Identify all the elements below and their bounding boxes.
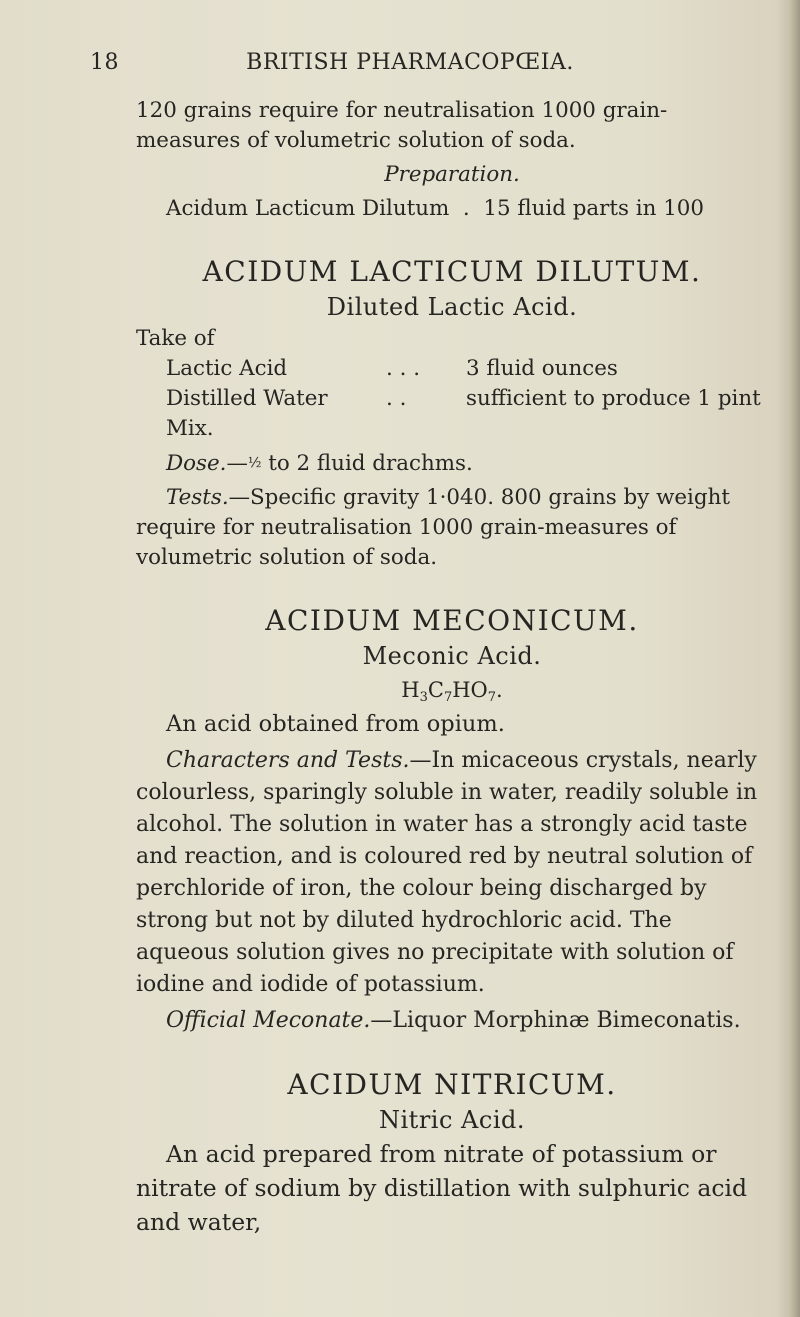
ingredient-amount: 3 fluid ounces [466, 356, 618, 381]
meconic-title: ACIDUM MECONICUM. [265, 604, 639, 637]
characters-label: Characters and Tests. [166, 748, 410, 773]
dose-line [136, 448, 768, 479]
formula-ho-sub: 7 [487, 690, 497, 705]
formula-ho: HO [452, 678, 488, 702]
tests-text: —Specific gravity 1·040. 800 grains by weight require for neutralisation 1000 grain-measures of volumetric solution of soda. [136, 485, 730, 570]
page-edge [790, 0, 800, 1317]
page-body [136, 96, 768, 1239]
nitric-subtitle: Nitric Acid. [379, 1106, 525, 1134]
characters-paragraph [136, 745, 768, 1001]
ingredient-row [136, 384, 768, 414]
official-text: —Liquor Morphinæ Bimeconatis. [370, 1008, 741, 1033]
preparation-heading: Preparation. [384, 162, 520, 187]
dose-dash: — [226, 451, 248, 476]
preparation-item [136, 194, 768, 224]
official-paragraph [136, 1005, 768, 1037]
formula-c: C [427, 678, 444, 702]
lactic-subtitle: Diluted Lactic Acid. [326, 293, 578, 321]
ingredient-name: Distilled Water [166, 386, 328, 411]
meconic-subtitle: Meconic Acid. [362, 642, 542, 670]
ingredient-dots: . . . [386, 356, 420, 381]
tests-paragraph [136, 483, 768, 573]
meconic-formula [136, 673, 768, 707]
lactic-title: ACIDUM LACTICUM DILUTUM. [202, 255, 702, 288]
preparation-item-name: Acidum Lacticum Dilutum [166, 196, 450, 221]
take-of: Take of [136, 326, 215, 351]
official-label: Official Meconate. [166, 1008, 371, 1033]
ingredient-amount: sufficient to produce 1 pint [466, 386, 761, 411]
dose-fraction: ½ [247, 455, 262, 471]
meconic-description: An acid obtained from opium. [166, 711, 505, 737]
ingredient-row [136, 354, 768, 384]
ingredient-dots: . . [386, 386, 407, 411]
page-number: 18 [90, 50, 119, 75]
formula-end: . [496, 678, 503, 702]
preparation-item-value: 15 fluid parts in 100 [483, 196, 705, 221]
tests-label: Tests. [166, 485, 229, 510]
mix-line: Mix. [166, 416, 214, 441]
dose-label: Dose. [166, 451, 227, 476]
ingredient-name: Lactic Acid [166, 356, 288, 381]
characters-text: —In micaceous crystals, nearly colourless, sparingly soluble in water, readily soluble in alcohol. The solution in water has a strongly acid taste and reaction, and is coloured red by neutral solution of perchloride of iron, the colour being discharged by strong but not by diluted hydrochloric acid. The aqueous solution gives no precipitate with solution of iodine and iodide of potassium. [136, 748, 758, 997]
running-head: BRITISH PHARMACOPŒIA. [246, 50, 574, 75]
top-paragraph: 120 grains require for neutralisation 1000 grain-measures of volumetric solution of soda. [136, 98, 668, 153]
formula-c-sub: 7 [443, 690, 453, 705]
page-header [80, 50, 740, 80]
dose-text: to 2 fluid drachms. [261, 451, 473, 476]
formula-h: H [401, 678, 420, 702]
formula-h-sub: 3 [419, 690, 428, 705]
nitric-paragraph: An acid prepared from nitrate of potassium or nitrate of sodium by distillation with sulphuric acid and water, [136, 1140, 748, 1236]
preparation-item-dots: . [462, 196, 470, 221]
nitric-title: ACIDUM NITRICUM. [287, 1068, 617, 1101]
